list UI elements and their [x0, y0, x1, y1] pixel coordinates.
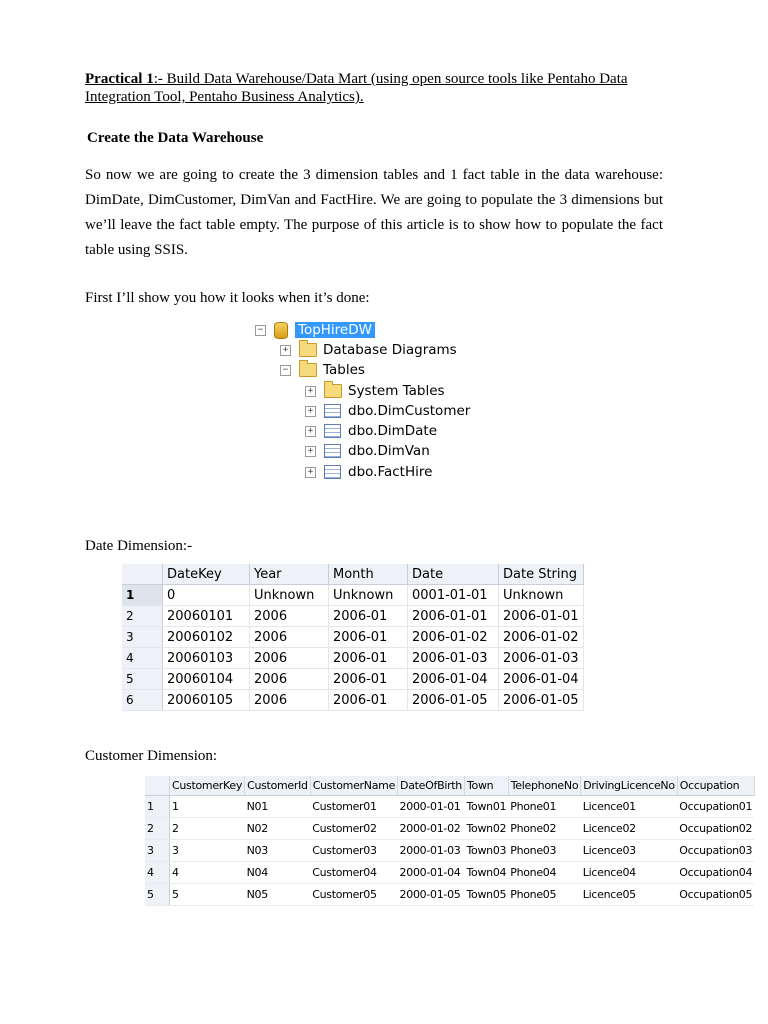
row-number[interactable]: 2: [145, 818, 170, 840]
table-cell[interactable]: N01: [245, 796, 311, 818]
column-header[interactable]: CustomerKey: [170, 776, 245, 796]
tree-node-database-diagrams[interactable]: [280, 340, 457, 360]
table-cell[interactable]: 2000-01-03: [398, 840, 465, 862]
table-cell[interactable]: 2006-01: [329, 690, 408, 711]
table-cell[interactable]: Licence02: [581, 818, 678, 840]
column-header[interactable]: DateOfBirth: [398, 776, 465, 796]
table-cell[interactable]: 2006-01: [329, 648, 408, 669]
table-cell[interactable]: Occupation05: [677, 884, 754, 906]
table-cell[interactable]: 2006: [250, 606, 329, 627]
tree-label-database: TopHireDW: [295, 322, 375, 338]
expand-icon[interactable]: +: [280, 345, 291, 356]
table-cell[interactable]: Customer02: [310, 818, 397, 840]
tree-node-table[interactable]: [305, 441, 430, 461]
table-cell[interactable]: 2006-01-04: [408, 669, 499, 690]
table-cell[interactable]: 2006-01: [329, 627, 408, 648]
intro-paragraph: So now we are going to create the 3 dimension tables and 1 fact table in the data warehouse: DimDate, DimCustomer, DimVan and FactHire. We are going to populate the 3 dimensions but we’ll leave the fact table empty. The purpose of this article is to show how to populate the fact table using SSIS.: [85, 167, 663, 258]
table-cell[interactable]: Unknown: [329, 585, 408, 606]
column-header[interactable]: CustomerId: [245, 776, 311, 796]
table-cell[interactable]: Phone02: [508, 818, 581, 840]
table-cell[interactable]: 2006-01-03: [499, 648, 584, 669]
tree-label-table: dbo.DimVan: [348, 443, 430, 459]
table-cell[interactable]: Phone01: [508, 796, 581, 818]
tree-node-table[interactable]: [305, 401, 470, 421]
database-icon: [274, 322, 288, 339]
table-row[interactable]: [145, 884, 754, 906]
tree-label-tables: Tables: [323, 362, 365, 378]
table-cell[interactable]: 2006: [250, 627, 329, 648]
tree-node-table[interactable]: [305, 462, 432, 482]
row-number[interactable]: 1: [122, 585, 163, 606]
table-cell[interactable]: 2006-01: [329, 669, 408, 690]
column-header[interactable]: Occupation: [677, 776, 754, 796]
column-header[interactable]: DateKey: [163, 564, 250, 585]
tree-label-table: dbo.FactHire: [348, 464, 433, 480]
expand-icon[interactable]: +: [305, 446, 316, 457]
table-cell[interactable]: 20060102: [163, 627, 250, 648]
table-cell[interactable]: 20060104: [163, 669, 250, 690]
table-cell[interactable]: 2006-01-03: [408, 648, 499, 669]
row-number[interactable]: 5: [145, 884, 170, 906]
table-cell[interactable]: 20060105: [163, 690, 250, 711]
table-cell[interactable]: Town03: [464, 840, 508, 862]
table-cell[interactable]: Town02: [464, 818, 508, 840]
column-header[interactable]: DrivingLicenceNo: [581, 776, 678, 796]
table-cell[interactable]: Customer04: [310, 862, 397, 884]
table-cell[interactable]: Licence05: [581, 884, 678, 906]
table-cell[interactable]: 2006-01-05: [408, 690, 499, 711]
table-cell[interactable]: Customer05: [310, 884, 397, 906]
table-cell[interactable]: 2: [170, 818, 245, 840]
object-explorer-tree: [255, 320, 495, 486]
table-cell[interactable]: Town01: [464, 796, 508, 818]
table-row[interactable]: [122, 585, 584, 606]
folder-icon: [299, 343, 317, 357]
date-dimension-grid: [122, 564, 584, 711]
table-cell[interactable]: Unknown: [499, 585, 584, 606]
column-header[interactable]: Year: [250, 564, 329, 585]
table-cell[interactable]: 2006-01-05: [499, 690, 584, 711]
table-cell[interactable]: Unknown: [250, 585, 329, 606]
table-cell[interactable]: 2006-01-04: [499, 669, 584, 690]
row-number[interactable]: 5: [122, 669, 163, 690]
table-icon: [324, 465, 341, 479]
row-number-header: [122, 564, 163, 585]
page-title: [85, 70, 675, 106]
table-cell[interactable]: 2006: [250, 669, 329, 690]
table-row[interactable]: [122, 669, 584, 690]
collapse-icon[interactable]: −: [280, 365, 291, 376]
table-cell[interactable]: N03: [245, 840, 311, 862]
table-cell[interactable]: Phone03: [508, 840, 581, 862]
section-heading: Create the Data Warehouse: [87, 130, 264, 146]
table-cell[interactable]: Customer01: [310, 796, 397, 818]
grid-header-row: [122, 564, 584, 585]
table-cell[interactable]: Licence01: [581, 796, 678, 818]
tree-label-table: dbo.DimCustomer: [348, 403, 471, 419]
expand-icon[interactable]: +: [305, 467, 316, 478]
tree-label-database-diagrams: Database Diagrams: [323, 342, 457, 358]
table-icon: [324, 424, 341, 438]
table-cell[interactable]: Occupation01: [677, 796, 754, 818]
tree-node-tables[interactable]: [280, 360, 365, 380]
column-header[interactable]: Month: [329, 564, 408, 585]
table-cell[interactable]: 2006-01-02: [499, 627, 584, 648]
expand-icon[interactable]: +: [305, 386, 316, 397]
row-number-header: [145, 776, 170, 796]
table-cell[interactable]: Occupation04: [677, 862, 754, 884]
table-row[interactable]: [122, 627, 584, 648]
tree-intro-line: First I’ll show you how it looks when it’s done:: [85, 290, 370, 306]
table-cell[interactable]: N04: [245, 862, 311, 884]
table-cell[interactable]: 2000-01-01: [398, 796, 465, 818]
row-number[interactable]: 4: [145, 862, 170, 884]
table-cell[interactable]: Phone04: [508, 862, 581, 884]
table-cell[interactable]: 5: [170, 884, 245, 906]
table-cell[interactable]: 20060103: [163, 648, 250, 669]
tree-node-database[interactable]: [255, 320, 375, 340]
table-row[interactable]: [145, 818, 754, 840]
folder-icon: [299, 363, 317, 377]
date-dimension-label: Date Dimension:-: [85, 538, 193, 554]
table-cell[interactable]: Occupation03: [677, 840, 754, 862]
table-cell[interactable]: Town04: [464, 862, 508, 884]
table-cell[interactable]: 2006-01-01: [408, 606, 499, 627]
folder-icon: [324, 384, 342, 398]
table-icon: [324, 444, 341, 458]
table-cell[interactable]: 3: [170, 840, 245, 862]
table-cell[interactable]: 2006: [250, 648, 329, 669]
table-row[interactable]: [122, 648, 584, 669]
expand-icon[interactable]: +: [305, 426, 316, 437]
title-description: :- Build Data Warehouse/Data Mart (using open source tools like Pentaho Data Integration Tool, Pentaho Business Analytics).: [85, 71, 628, 105]
table-cell[interactable]: N02: [245, 818, 311, 840]
table-cell[interactable]: 2000-01-02: [398, 818, 465, 840]
customer-dimension-label: Customer Dimension:: [85, 748, 218, 764]
column-header[interactable]: Town: [464, 776, 508, 796]
table-row[interactable]: [145, 796, 754, 818]
table-row[interactable]: [122, 690, 584, 711]
tree-node-system-tables[interactable]: [305, 381, 445, 401]
table-cell[interactable]: Phone05: [508, 884, 581, 906]
table-cell[interactable]: N05: [245, 884, 311, 906]
table-cell[interactable]: 2000-01-04: [398, 862, 465, 884]
expand-icon[interactable]: +: [305, 406, 316, 417]
table-cell[interactable]: Licence04: [581, 862, 678, 884]
column-header[interactable]: CustomerName: [310, 776, 397, 796]
column-header[interactable]: Date: [408, 564, 499, 585]
table-cell[interactable]: 4: [170, 862, 245, 884]
table-cell[interactable]: 0001-01-01: [408, 585, 499, 606]
table-icon: [324, 404, 341, 418]
table-row[interactable]: [122, 606, 584, 627]
table-row[interactable]: [145, 840, 754, 862]
collapse-icon[interactable]: −: [255, 325, 266, 336]
row-number[interactable]: 1: [145, 796, 170, 818]
table-cell[interactable]: 20060101: [163, 606, 250, 627]
table-cell[interactable]: 2000-01-05: [398, 884, 465, 906]
row-number[interactable]: 3: [145, 840, 170, 862]
table-row[interactable]: [145, 862, 754, 884]
tree-node-table[interactable]: [305, 421, 437, 441]
grid-header-row: [145, 776, 754, 796]
table-cell[interactable]: Town05: [464, 884, 508, 906]
table-cell[interactable]: 2006: [250, 690, 329, 711]
row-number[interactable]: 2: [122, 606, 163, 627]
tree-label-system-tables: System Tables: [348, 383, 445, 399]
row-number[interactable]: 3: [122, 627, 163, 648]
title-practical-number: Practical 1: [85, 71, 154, 87]
table-cell[interactable]: 1: [170, 796, 245, 818]
row-number[interactable]: 4: [122, 648, 163, 669]
customer-dimension-grid: [145, 776, 755, 906]
table-cell[interactable]: Licence03: [581, 840, 678, 862]
table-cell[interactable]: 2006-01: [329, 606, 408, 627]
table-cell[interactable]: 0: [163, 585, 250, 606]
table-cell[interactable]: Occupation02: [677, 818, 754, 840]
table-cell[interactable]: Customer03: [310, 840, 397, 862]
table-cell[interactable]: 2006-01-01: [499, 606, 584, 627]
tree-label-table: dbo.DimDate: [348, 423, 438, 439]
table-cell[interactable]: 2006-01-02: [408, 627, 499, 648]
column-header[interactable]: Date String: [499, 564, 584, 585]
row-number[interactable]: 6: [122, 690, 163, 711]
column-header[interactable]: TelephoneNo: [508, 776, 581, 796]
